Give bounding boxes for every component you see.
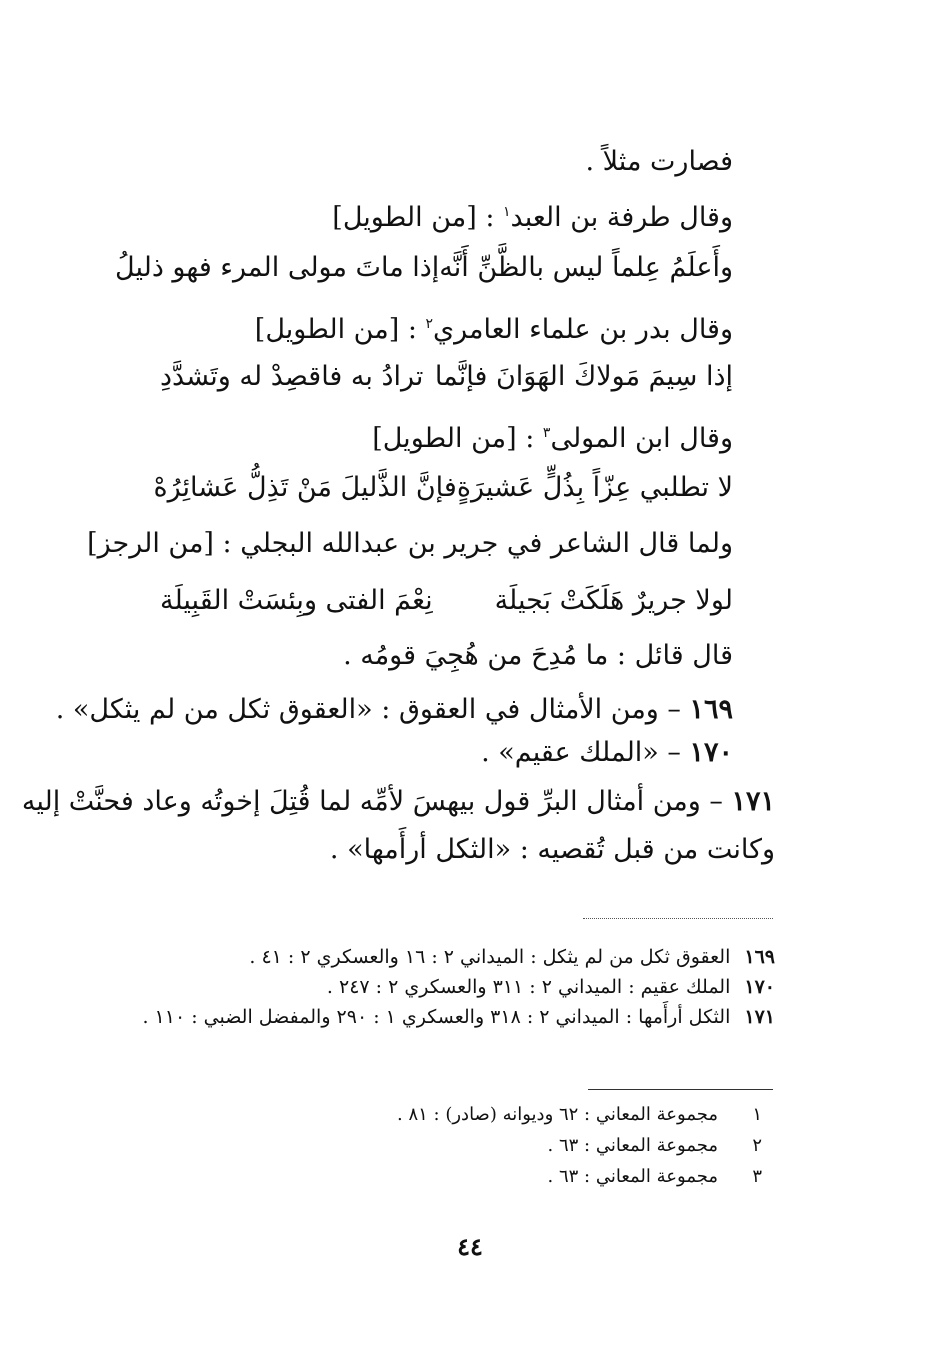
poem-intro-text: وقال بدر بن علماء العامري bbox=[433, 314, 733, 345]
footnote-text: مجموعة المعاني : ٦٣ . bbox=[547, 1135, 718, 1156]
footnote-text: مجموعة المعاني : ٦٢ وديوانه (صادر) : ٨١ . bbox=[397, 1104, 718, 1125]
verse-hemistich-second: فإنَّ الذَّليلَ مَنْ تَذِلُّ عَشائِرُهْ bbox=[153, 472, 457, 503]
reference-text: العقوق ثكل من لم يثكل : الميداني ٢ : ١٦ والعسكري ٢ : ٤١ . bbox=[249, 946, 731, 968]
reference-number: ١٦٩ bbox=[744, 946, 775, 968]
proverb-171 bbox=[21, 782, 775, 822]
body-line: قال قائل : ما مُدِحَ من هُجِيَ قومُه . bbox=[343, 640, 733, 671]
proverb-text: – «الملك عقيم» . bbox=[481, 737, 690, 768]
body-line: فصارت مثلاً . bbox=[585, 146, 733, 177]
footnote-number: ٣ bbox=[752, 1166, 762, 1187]
proverb-text: – ومن الأمثال في العقوق : «العقوق ثكل من لم يثكل» . bbox=[55, 694, 690, 725]
meter-label: : [من الطويل] bbox=[372, 423, 543, 454]
proverb-171-continuation: وكانت من قبل تُقصيه : «الثكل أرأَمها» . bbox=[329, 834, 775, 865]
footnote-ref: ٣ bbox=[542, 425, 551, 441]
proverb-number: ١٧٠ bbox=[689, 737, 733, 768]
footnote-2 bbox=[548, 1131, 762, 1161]
reference-text: الثكل أرأَمها : الميداني ٢ : ٣١٨ والعسكري ١ : ٢٩٠ والمفضل الضبي : ١١٠ . bbox=[142, 1006, 731, 1028]
verse-hemistich-second: نِعْمَ الفتى وبِئسَتْ القَبِيلَة bbox=[160, 585, 433, 616]
footnote-3 bbox=[548, 1162, 762, 1192]
poem-intro-ibn-almawla bbox=[372, 413, 733, 459]
meter-label: : [من الطويل] bbox=[254, 314, 426, 345]
proverb-text: – ومن أمثال البرِّ قول بيهسَ لأمِّه لما قُتِلَ إخوتُه وعاد فحنَّتْ إليه bbox=[21, 786, 732, 817]
poem-intro-text: وقال طرفة بن العبد bbox=[510, 202, 733, 233]
verse-2 bbox=[160, 357, 733, 397]
references-divider bbox=[583, 918, 773, 919]
verse-hemistich-second: ترادُ به فاقصِدْ له وتَشدَّدِ bbox=[160, 361, 424, 392]
footnote-ref: ١ bbox=[503, 204, 511, 220]
footnote-text: مجموعة المعاني : ٦٣ . bbox=[547, 1166, 718, 1187]
proverb-170 bbox=[481, 733, 733, 773]
reference-170 bbox=[327, 972, 775, 1002]
verse-3 bbox=[153, 468, 733, 508]
verse-1 bbox=[115, 248, 733, 288]
page-number: ٤٤ bbox=[457, 1232, 483, 1261]
reference-text: الملك عقيم : الميداني ٢ : ٣١١ والعسكري ٢ : ٢٤٧ . bbox=[326, 976, 731, 998]
poem-intro-tarafa bbox=[332, 192, 733, 238]
verse-4 bbox=[160, 581, 733, 621]
poem-intro-text: وقال ابن المولى bbox=[550, 423, 733, 454]
footnote-number: ١ bbox=[752, 1104, 762, 1125]
proverb-number: ١٧١ bbox=[731, 786, 775, 817]
proverb-169 bbox=[56, 690, 733, 730]
verse-hemistich-first: وأَعلَمُ عِلماً ليس بالظَّنِّ أَنَّه bbox=[439, 252, 733, 283]
verse-hemistich-second: إذا ماتَ مولى المرء فهو ذليلُ bbox=[115, 252, 440, 283]
footnote-ref: ٢ bbox=[425, 316, 434, 332]
footnote-number: ٢ bbox=[752, 1135, 762, 1156]
reference-number: ١٧١ bbox=[744, 1006, 775, 1028]
reference-169 bbox=[249, 942, 775, 972]
reference-171 bbox=[142, 1002, 775, 1032]
poem-intro-jarir: ولما قال الشاعر في جرير بن عبدالله البجلي : [من الرجز] bbox=[87, 528, 733, 559]
reference-number: ١٧٠ bbox=[744, 976, 775, 998]
footnotes-divider bbox=[588, 1089, 773, 1090]
meter-label: : [من الطويل] bbox=[332, 202, 504, 233]
poem-intro-badr bbox=[255, 304, 733, 350]
footnote-1 bbox=[397, 1100, 762, 1130]
proverb-number: ١٦٩ bbox=[689, 694, 733, 725]
verse-hemistich-first: لولا جريرٌ هَلَكَتْ بَجيلَة bbox=[494, 585, 733, 616]
verse-hemistich-first: إذا سِيمَ مَولاكَ الهَوَانَ فإنَّما bbox=[434, 361, 733, 392]
verse-hemistich-first: لا تطلبي عِزّاً بِذُلٍّ عَشيرَةٍ bbox=[456, 472, 733, 503]
